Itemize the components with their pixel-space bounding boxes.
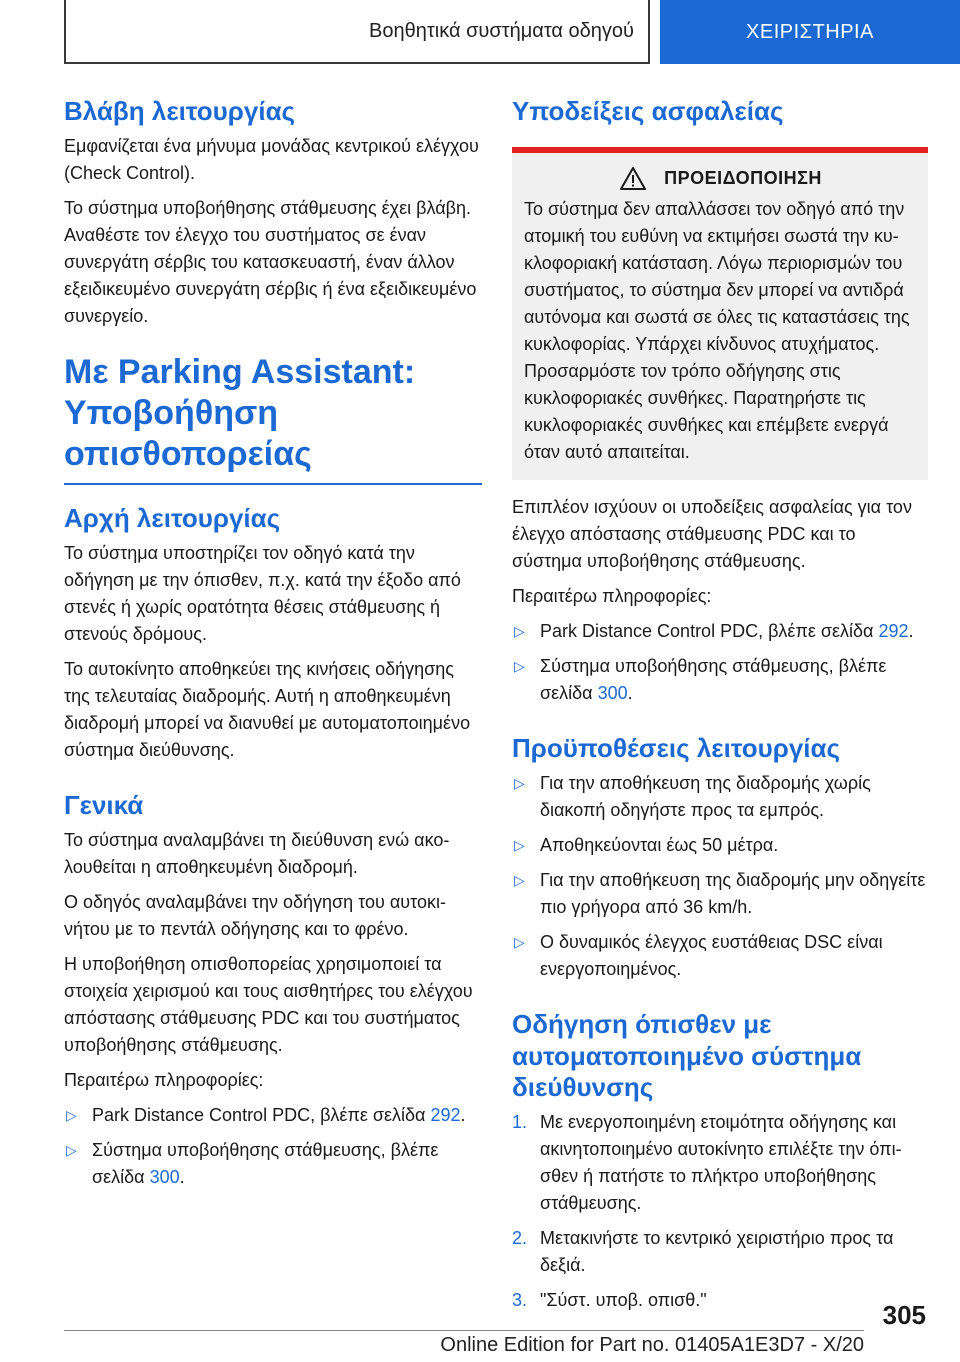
header-chapter-label: ΧΕΙΡΙΣΤΗΡΙΑ xyxy=(746,20,874,43)
header-section-title: Βοηθητικά συστήματα οδηγού xyxy=(369,19,634,42)
list-item: 3. "Σύστ. υποβ. οπισθ." xyxy=(512,1287,928,1314)
more-info-label: Περαιτέρω πληροφορίες: xyxy=(64,1069,264,1090)
list-item: ▷ Σύστημα υποβοήθησης στάθμευσης, βλέπε σελίδα 300. xyxy=(512,653,928,707)
triangle-bullet-icon: ▷ xyxy=(66,1141,77,1158)
header-chapter-tab[interactable] xyxy=(660,0,960,64)
page-link-292[interactable]: 292 xyxy=(430,1104,461,1125)
general-heading: Γενικά xyxy=(64,789,144,820)
list-item: ▷ Για την αποθήκευση της διαδρομής μην οδηγείτε πιο γρήγορα από 36 km/h. xyxy=(512,867,928,921)
more-info-label: Περαιτέρω πληροφορίες: xyxy=(512,586,712,607)
list-item: ▷ Σύστημα υποβοήθησης στάθμευσης, βλέπε σελίδα 300. xyxy=(64,1137,482,1191)
left-column xyxy=(64,96,482,1199)
warning-triangle-icon xyxy=(620,167,646,190)
warning-box xyxy=(512,147,928,480)
list-item: 2. Μετακινήστε το κεντρικό χειριστήριο προς τα δεξιά. xyxy=(512,1225,928,1279)
page-link-300[interactable]: 300 xyxy=(149,1166,180,1187)
general-paragraph-1: Το σύστημα αναλαμβάνει τη διεύθυνση ενώ ακολουθείται η αποθηκευμένη διαδρομή. xyxy=(64,829,450,877)
right-reference-list xyxy=(512,618,928,707)
step-number: 1. xyxy=(512,1111,528,1132)
triangle-bullet-icon: ▷ xyxy=(514,775,525,792)
triangle-bullet-icon: ▷ xyxy=(514,623,525,640)
page-number: 305 xyxy=(882,1300,926,1330)
triangle-bullet-icon: ▷ xyxy=(66,1106,77,1123)
general-paragraph-2: Ο οδηγός αναλαμβάνει την οδήγηση του αυτοκινήτου με το πεντάλ οδήγησης και το φρένο. xyxy=(64,891,446,939)
malfunction-paragraph-2: Το σύστημα υποβοήθησης στάθμευσης έχει βλάβη. Αναθέστε τον έλεγχο του συστήματος σε έναν συνεργάτη σέρβις του κατασκευαστή, έναν άλλον εξειδικευμένο συνεργάτη σέρβις ή ένα εξειδικευμένο συνεργείο. xyxy=(64,198,477,327)
list-item: ▷ Αποθηκεύονται έως 50 μέτρα. xyxy=(512,832,928,859)
step-number: 2. xyxy=(512,1227,528,1248)
left-reference-list xyxy=(64,1102,482,1191)
page-link-300[interactable]: 300 xyxy=(597,683,628,704)
footer-divider xyxy=(64,1330,864,1331)
safety-paragraph-1: Επιπλέον ισχύουν οι υποδείξεις ασφαλείας για τον έλεγχο απόστασης στάθμευσης PDC και το σύστημα υποβοήθησης στάθμευσης. xyxy=(512,497,912,572)
list-item: ▷ Park Distance Control PDC, βλέπε σελίδα 292. xyxy=(64,1102,482,1129)
triangle-bullet-icon: ▷ xyxy=(514,934,525,951)
warning-label: ΠΡΟΕΙΔΟΠΟΙΗΣΗ xyxy=(664,168,822,189)
reverse-driving-heading: Οδήγηση όπισθεν με αυτοματοποιημένο σύστημα διεύθυνσης xyxy=(512,1009,862,1102)
list-item: ▷ Park Distance Control PDC, βλέπε σελίδα 292. xyxy=(512,618,928,645)
triangle-bullet-icon: ▷ xyxy=(514,837,525,854)
safety-heading: Υποδείξεις ασφαλείας xyxy=(512,96,784,126)
step-number: 3. xyxy=(512,1289,528,1310)
prerequisites-list xyxy=(512,770,928,983)
principle-paragraph-1: Το σύστημα υποστηρίζει τον οδηγό κατά την οδήγηση με την όπισθεν, π.χ. κατά την έξοδο από στενές ή χωρίς ορατότητα θέσεις στάθμευσης ή στενούς δρόμους. xyxy=(64,542,461,644)
right-column xyxy=(512,96,928,1322)
principle-paragraph-2: Το αυτοκίνητο αποθηκεύει της κινήσεις οδήγησης της τελευταίας διαδρομής. Αυτή η αποθηκευμένη διαδρομή μπορεί να διανυθεί με αυτοματοποιημένο σύστημα διεύθυνσης. xyxy=(64,658,471,760)
list-item: 1. Με ενεργοποιημένη ετοιμότητα οδήγησης και ακινητοποιημένο αυτοκίνητο επιλέξτε την όπισθεν ή πατήστε το πλήκτρο υποβοήθησης στάθμευσης. xyxy=(512,1109,928,1217)
main-section-title: Με Parking Assistant: Υποβοήθηση οπισθοπορείας xyxy=(64,352,482,484)
list-item: ▷ Ο δυναμικός έλεγχος ευστάθειας DSC είναι ενεργοποιημένος. xyxy=(512,929,928,983)
header-section-box xyxy=(64,0,650,64)
triangle-bullet-icon: ▷ xyxy=(514,658,525,675)
steps-list xyxy=(512,1109,928,1314)
warning-text: Το σύστημα δεν απαλλάσσει τον οδηγό από την ατομική του ευθύνη να εκτιμήσει σωστά την κυκλοφοριακή κατάσταση. Λόγω περιορισμών του συστήματος, το σύστημα δεν μπορεί να αντιδρά αυτόνομα και σωστά σε όλες τις καταστάσεις της κυκλοφορίας. Υπάρχει κίνδυνος ατυχήματος. Προσαρμόστε τον τρόπο οδήγησης στις κυκλοφοριακές συνθήκες. Παρατηρήστε τις κυκλοφοριακές συνθήκες και επέμβετε ενεργά όταν αυτό απαιτείται. xyxy=(524,199,910,463)
list-item: ▷ Για την αποθήκευση της διαδρομής χωρίς διακοπή οδηγήστε προς τα εμπρός. xyxy=(512,770,928,824)
principle-heading: Αρχή λειτουργίας xyxy=(64,502,281,533)
malfunction-paragraph-1: Εμφανίζεται ένα μήνυμα μονάδας κεντρικού ελέγχου (Check Control). xyxy=(64,136,479,184)
page-link-292[interactable]: 292 xyxy=(878,621,909,642)
warning-header xyxy=(524,167,918,190)
malfunction-heading: Βλάβη λειτουργίας xyxy=(64,96,296,126)
triangle-bullet-icon: ▷ xyxy=(514,872,525,889)
general-paragraph-3: Η υποβοήθηση οπισθοπορείας χρησιμοποιεί τα στοιχεία χειρισμού και τους αισθητήρες του ελέγχου απόστασης στάθμευσης PDC και του συστήματος υποβοήθησης στάθμευσης. xyxy=(64,953,473,1055)
prerequisites-heading: Προϋποθέσεις λειτουργίας xyxy=(512,733,841,764)
footer-edition: Online Edition for Part no. 01405A1E3D7 - X/20 xyxy=(440,1334,864,1356)
